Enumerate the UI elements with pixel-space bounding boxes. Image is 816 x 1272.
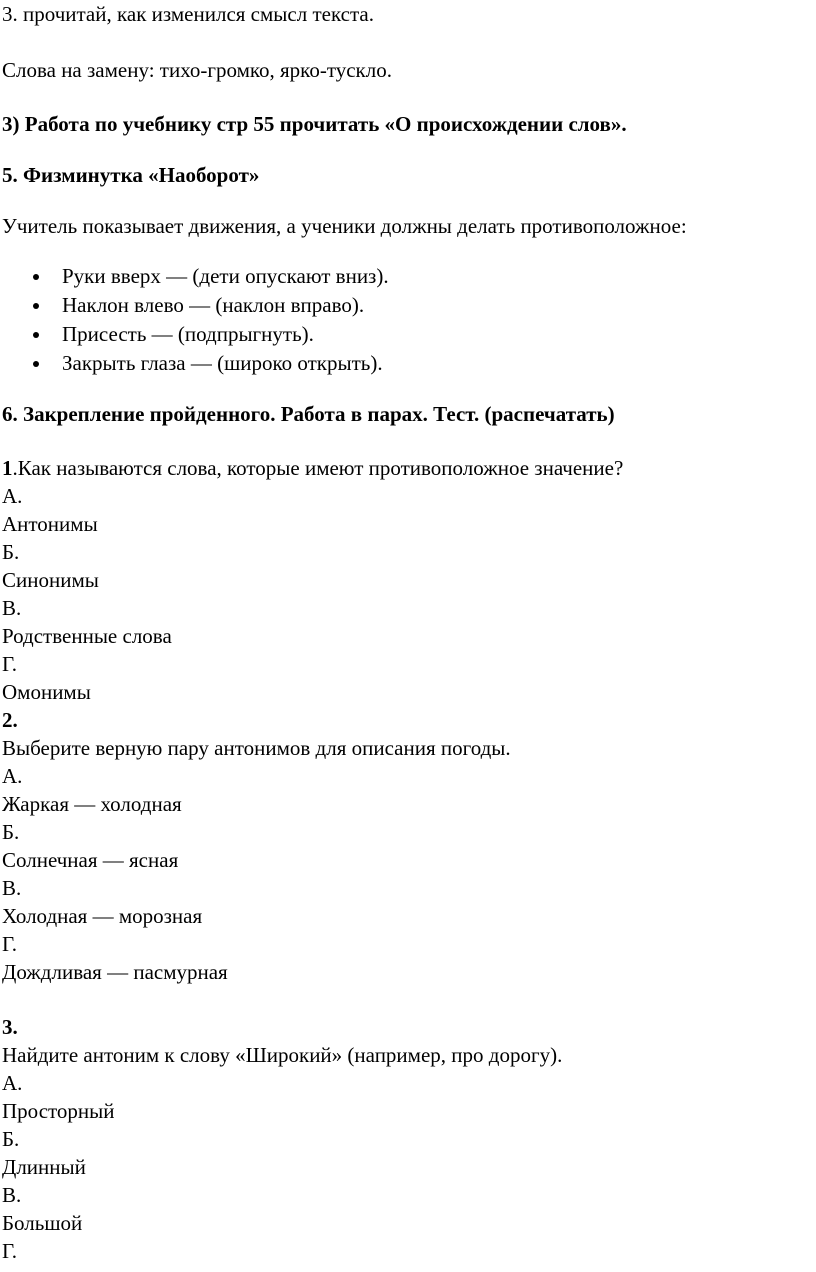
option-answer: Холодная — морозная xyxy=(2,904,203,928)
list-item: Присесть — (подпрыгнуть). xyxy=(0,320,389,349)
bullet-icon xyxy=(33,361,39,367)
option-letter: Б. xyxy=(2,540,20,564)
option-answer: Родственные слова xyxy=(2,624,172,648)
question-2 xyxy=(2,706,511,986)
question-3-text: Найдите антоним к слову «Широкий» (например, про дорогу). xyxy=(2,1043,563,1067)
option-letter: В. xyxy=(2,1183,22,1207)
list-item: Наклон влево — (наклон вправо). xyxy=(0,291,389,320)
option-letter: Г. xyxy=(2,932,18,956)
question-3 xyxy=(2,1013,562,1265)
option-answer: Длинный xyxy=(2,1155,86,1179)
list-item: Закрыть глаза — (широко открыть). xyxy=(0,349,389,378)
question-3-number: 3. xyxy=(2,1015,18,1039)
option-letter: А. xyxy=(2,764,23,788)
option-answer: Просторный xyxy=(2,1099,115,1123)
option-answer: Жаркая — холодная xyxy=(2,792,182,816)
consolidation-heading: 6. Закрепление пройденного. Работа в парах. Тест. (распечатать) xyxy=(2,402,615,426)
list-item: Руки вверх — (дети опускают вниз). xyxy=(0,262,389,291)
bullet-icon xyxy=(33,303,39,309)
fizminutka-list xyxy=(0,262,389,378)
step3-text: 3. прочитай, как изменился смысл текста. xyxy=(2,2,374,26)
option-letter: Б. xyxy=(2,1127,20,1151)
option-letter: А. xyxy=(2,1071,23,1095)
replacement-words: Слова на замену: тихо-громко, ярко-тускло. xyxy=(2,58,392,82)
option-answer: Большой xyxy=(2,1211,83,1235)
question-1-text: 1.Как называются слова, которые имеют противоположное значение? xyxy=(2,456,624,480)
fizminutka-heading: 5. Физминутка «Наоборот» xyxy=(2,163,260,187)
option-letter: Г. xyxy=(2,1239,18,1263)
option-answer: Антонимы xyxy=(2,512,98,536)
question-2-text: Выберите верную пару антонимов для описания погоды. xyxy=(2,736,511,760)
option-answer: Дождливая — пасмурная xyxy=(2,960,228,984)
bullet-icon xyxy=(33,274,39,280)
option-answer: Омонимы xyxy=(2,680,91,704)
option-letter: А. xyxy=(2,484,23,508)
bullet-icon xyxy=(33,332,39,338)
option-letter: Г. xyxy=(2,652,18,676)
textbook-heading: 3) Работа по учебнику стр 55 прочитать «О происхождении слов». xyxy=(2,112,627,136)
question-2-number: 2. xyxy=(2,708,18,732)
option-answer: Солнечная — ясная xyxy=(2,848,179,872)
option-letter: Б. xyxy=(2,820,20,844)
option-answer: Синонимы xyxy=(2,568,99,592)
option-letter: В. xyxy=(2,596,22,620)
fizminutka-intro: Учитель показывает движения, а ученики должны делать противоположное: xyxy=(2,214,687,238)
question-1 xyxy=(2,454,623,706)
option-letter: В. xyxy=(2,876,22,900)
